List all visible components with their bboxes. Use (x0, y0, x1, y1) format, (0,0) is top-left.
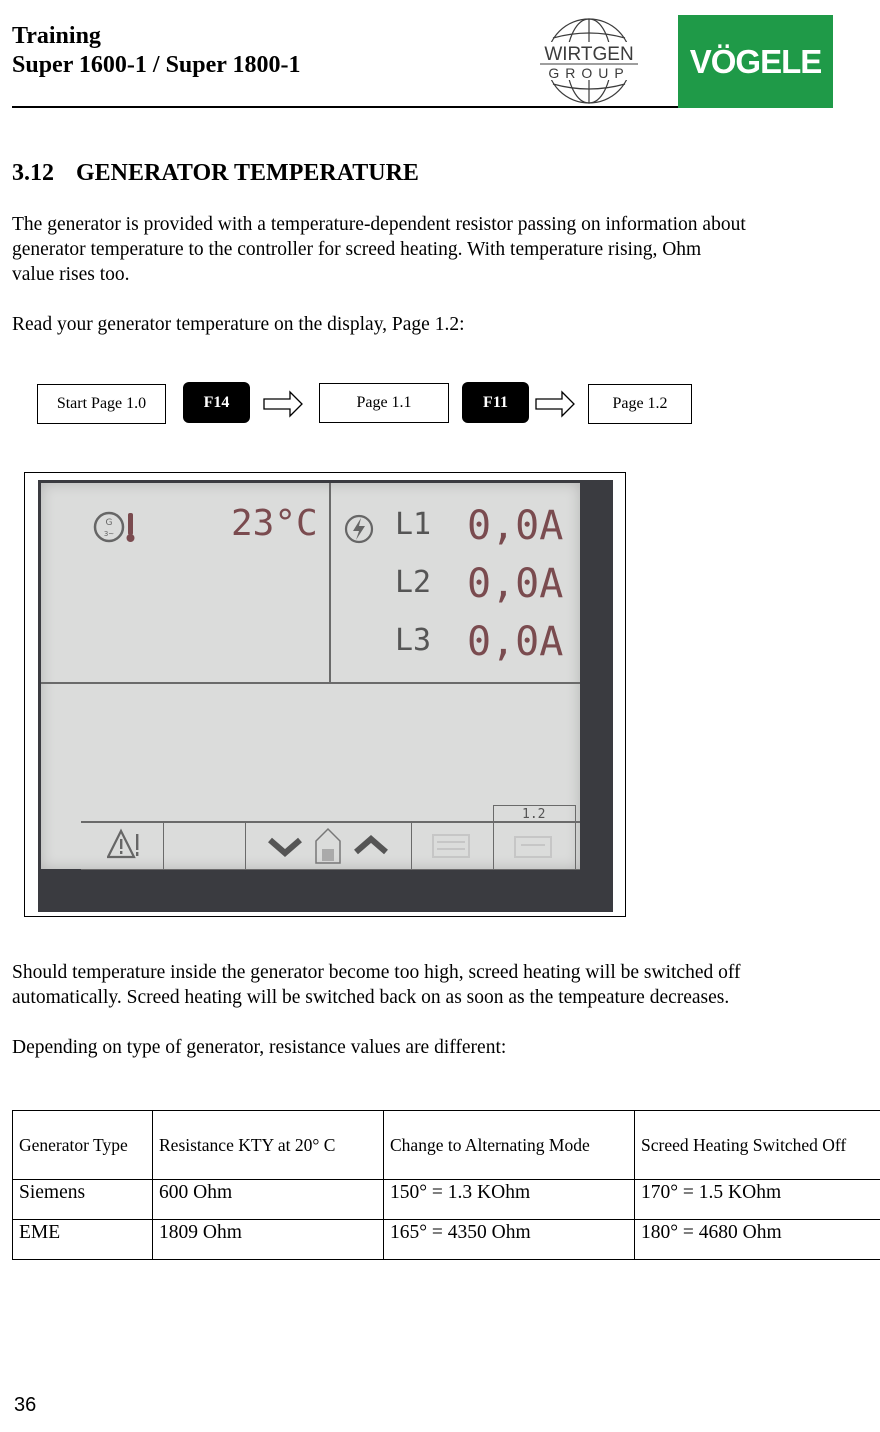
phase-l1-current: 0,0A (467, 503, 564, 549)
table-header-cell: Screed Heating Switched Off (635, 1111, 880, 1180)
page-indicator: 1.2 (522, 807, 546, 822)
flow-key-f14: F14 (183, 382, 250, 423)
resistance-table (12, 1110, 880, 1260)
table-header-cell: Resistance KTY at 20° C (153, 1111, 384, 1180)
overheat-line-1: Should temperature inside the generator become too high, screed heating will be switched off (12, 962, 741, 983)
intro-line-1: The generator is provided with a temperature-dependent resistor passing on information about (12, 214, 746, 235)
phase-l1-label: L1 (395, 507, 432, 542)
table-header-cell: Change to Alternating Mode (384, 1111, 635, 1180)
vogele-logo-text: VÖGELE (689, 42, 822, 80)
phase-l2-label: L2 (395, 565, 432, 600)
header-rule (12, 106, 678, 108)
title-line-1: Training (12, 23, 101, 49)
table-header-cell: Generator Type (13, 1111, 153, 1180)
flow-page-1-2: Page 1.2 (588, 384, 692, 424)
wirtgen-logo-word: WIRTGEN (544, 44, 634, 65)
table-cell: Siemens (13, 1180, 153, 1220)
resistance-intro: Depending on type of generator, resistance values are different: (12, 1037, 507, 1058)
faded-softkey-icon (513, 833, 553, 859)
document-title (12, 22, 300, 80)
flow-key-f11: F11 (462, 382, 529, 423)
phase-l3-label: L3 (395, 623, 432, 658)
table-cell: 1809 Ohm (153, 1220, 384, 1260)
table-cell: EME (13, 1220, 153, 1260)
flow-start-page: Start Page 1.0 (37, 384, 166, 424)
faded-softkey-icon (431, 833, 471, 859)
warning-icon (107, 828, 141, 860)
svg-text:G: G (105, 518, 113, 528)
intro-line-2: generator temperature to the controller for screed heating. With temperature rising, Ohm (12, 239, 702, 260)
section-title: GENERATOR TEMPERATURE (76, 160, 419, 186)
page-number: 36 (14, 1394, 37, 1416)
table-row (13, 1220, 880, 1260)
right-arrow-icon (262, 390, 304, 418)
section-heading (12, 160, 419, 187)
table-cell: 170° = 1.5 KOhm (635, 1180, 880, 1220)
group-logo-word: GROUP (548, 65, 630, 81)
chevron-down-icon (267, 835, 303, 857)
phase-l2-current: 0,0A (467, 561, 564, 607)
intro-paragraph (12, 212, 852, 287)
read-instruction: Read your generator temperature on the display, Page 1.2: (12, 314, 465, 335)
table-cell: 165° = 4350 Ohm (384, 1220, 635, 1260)
table-row (13, 1180, 880, 1220)
phase-l3-current: 0,0A (467, 619, 564, 665)
overheat-paragraph (12, 960, 852, 1010)
generator-temperature-icon (93, 509, 139, 545)
wirtgen-group-logo (534, 16, 644, 106)
intro-line-3: value rises too. (12, 264, 130, 285)
section-number: 3.12 (12, 160, 54, 186)
vogele-logo (678, 15, 833, 108)
table-cell: 600 Ohm (153, 1180, 384, 1220)
lightning-icon (343, 513, 375, 545)
home-icon (313, 825, 343, 865)
right-arrow-icon (534, 390, 576, 418)
overheat-line-2: automatically. Screed heating will be switched back on as soon as the tempeature decreases. (12, 987, 730, 1008)
table-cell: 150° = 1.3 KOhm (384, 1180, 635, 1220)
display-screen (41, 483, 580, 869)
chevron-up-icon (353, 835, 389, 857)
flow-page-1-1: Page 1.1 (319, 383, 449, 423)
title-line-2: Super 1600-1 / Super 1800-1 (12, 52, 301, 78)
table-header-row (13, 1111, 880, 1180)
table-cell: 180° = 4680 Ohm (635, 1220, 880, 1260)
generator-temperature-readout: 23°C (231, 503, 318, 544)
svg-text:3~: 3~ (103, 530, 115, 538)
